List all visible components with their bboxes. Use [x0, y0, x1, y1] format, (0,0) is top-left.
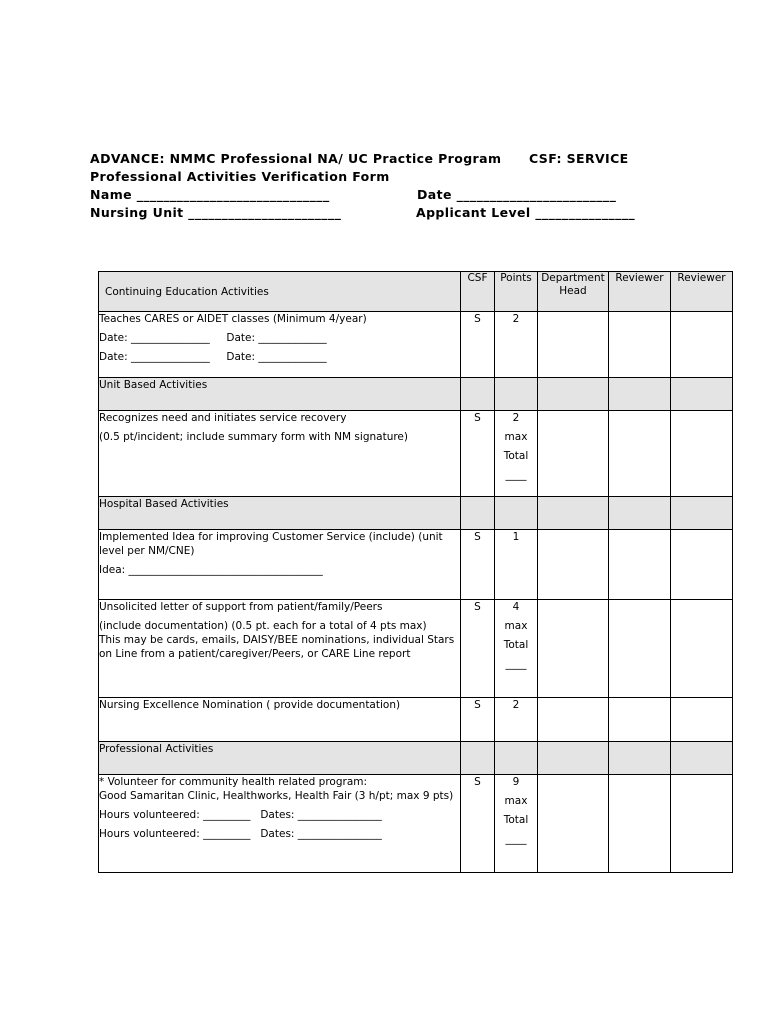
csf-value: S [474, 776, 481, 788]
column-header-department-head: Department Head [538, 272, 609, 312]
points-value: 1 [512, 531, 520, 543]
csf-value: S [474, 699, 481, 711]
section-empty-cell [495, 742, 538, 775]
points-value: ____ [505, 469, 527, 481]
points-value: 2 [512, 699, 520, 711]
header-line-1 [90, 150, 710, 168]
activity-line: Teaches CARES or AIDET classes (Minimum 4/year) [99, 313, 367, 325]
points-cell [495, 530, 538, 600]
points-value: 2 [512, 412, 520, 424]
csf-value: S [474, 313, 481, 325]
activity-row [99, 411, 733, 497]
section-empty-cell [671, 497, 733, 530]
section-empty-cell [538, 742, 609, 775]
form-header [90, 150, 710, 222]
column-header-points: Points [495, 272, 538, 312]
section-empty-cell [671, 742, 733, 775]
activity-line: (0.5 pt/incident; include summary form with NM signature) [99, 431, 408, 443]
points-value: Total [503, 450, 529, 462]
reviewer-1-cell[interactable] [609, 312, 671, 378]
activity-description [99, 775, 461, 873]
section-empty-cell [461, 378, 495, 411]
section-empty-cell [609, 742, 671, 775]
column-header-reviewer-1: Reviewer [609, 272, 671, 312]
points-value: 2 [512, 313, 520, 325]
section-empty-cell [495, 378, 538, 411]
points-value: ____ [505, 833, 527, 845]
section-row [99, 378, 733, 411]
header-line-3 [90, 186, 710, 204]
activity-line: Nursing Excellence Nomination ( provide documentation) [99, 699, 401, 711]
department-head-cell[interactable] [538, 530, 609, 600]
reviewer-2-cell[interactable] [671, 698, 733, 742]
csf-cell [461, 775, 495, 873]
department-head-cell[interactable] [538, 411, 609, 497]
reviewer-1-cell[interactable] [609, 411, 671, 497]
section-empty-cell [609, 497, 671, 530]
program-title: ADVANCE: NMMC Professional NA/ UC Practice Program [90, 151, 502, 166]
date-field[interactable]: Date ________________________ [417, 187, 617, 202]
csf-value: S [474, 412, 481, 424]
activity-line: Unsolicited letter of support from patient/family/Peers [99, 601, 383, 613]
csf-cell [461, 600, 495, 698]
reviewer-2-cell[interactable] [671, 411, 733, 497]
header-line-2 [90, 168, 710, 186]
reviewer-2-cell[interactable] [671, 600, 733, 698]
points-cell [495, 775, 538, 873]
activities-table [98, 271, 733, 873]
applicant-level-field[interactable]: Applicant Level _______________ [416, 205, 636, 220]
points-cell [495, 411, 538, 497]
activity-line: Date: _______________ Date: _____________ [99, 332, 327, 344]
reviewer-1-cell[interactable] [609, 530, 671, 600]
section-row [99, 742, 733, 775]
reviewer-1-cell[interactable] [609, 600, 671, 698]
csf-label: CSF: SERVICE [529, 151, 629, 166]
name-field[interactable]: Name _____________________________ [90, 187, 330, 202]
activity-line: Idea: _____________________________________ [99, 564, 323, 576]
points-value: Total [503, 814, 529, 826]
section-empty-cell [609, 378, 671, 411]
section-row [99, 497, 733, 530]
csf-cell [461, 312, 495, 378]
points-cell [495, 600, 538, 698]
activity-row [99, 698, 733, 742]
section-empty-cell [538, 497, 609, 530]
section-title: Unit Based Activities [99, 378, 461, 411]
csf-value: S [474, 601, 481, 613]
csf-value: S [474, 531, 481, 543]
activity-row [99, 312, 733, 378]
activities-body [99, 312, 733, 873]
activity-line: Hours volunteered: _________ Dates: ________________ [99, 828, 382, 840]
reviewer-1-cell[interactable] [609, 698, 671, 742]
reviewer-2-cell[interactable] [671, 312, 733, 378]
points-value: max [504, 795, 528, 807]
reviewer-2-cell[interactable] [671, 775, 733, 873]
reviewer-1-cell[interactable] [609, 775, 671, 873]
csf-cell [461, 530, 495, 600]
reviewer-2-cell[interactable] [671, 530, 733, 600]
department-head-cell[interactable] [538, 312, 609, 378]
activity-description [99, 312, 461, 378]
activity-description [99, 600, 461, 698]
section-empty-cell [495, 497, 538, 530]
section-empty-cell [671, 378, 733, 411]
section-title: Hospital Based Activities [99, 497, 461, 530]
section-empty-cell [538, 378, 609, 411]
form-title: Professional Activities Verification Form [90, 169, 390, 184]
activity-line: Hours volunteered: _________ Dates: ________________ [99, 809, 382, 821]
department-head-cell[interactable] [538, 775, 609, 873]
header-line-4 [90, 204, 710, 222]
activity-line: Implemented Idea for improving Customer Service (include) (unit level per NM/CNE) [99, 531, 447, 557]
points-cell [495, 698, 538, 742]
csf-cell [461, 698, 495, 742]
column-header-activity: Continuing Education Activities [99, 272, 461, 312]
column-header-csf: CSF [461, 272, 495, 312]
activity-row [99, 530, 733, 600]
column-header-reviewer-2: Reviewer [671, 272, 733, 312]
activity-description [99, 698, 461, 742]
points-value: max [504, 431, 528, 443]
activity-line: Date: _______________ Date: _____________ [99, 351, 327, 363]
points-value: max [504, 620, 528, 632]
department-head-cell[interactable] [538, 600, 609, 698]
activity-row [99, 775, 733, 873]
points-value: ____ [505, 658, 527, 670]
section-empty-cell [461, 742, 495, 775]
section-title: Professional Activities [99, 742, 461, 775]
csf-cell [461, 411, 495, 497]
activity-description [99, 530, 461, 600]
section-empty-cell [461, 497, 495, 530]
points-value: 9 [512, 776, 520, 788]
activity-description [99, 411, 461, 497]
activity-line: Recognizes need and initiates service recovery [99, 412, 347, 424]
points-cell [495, 312, 538, 378]
department-head-cell[interactable] [538, 698, 609, 742]
activity-line: (include documentation) (0.5 pt. each for a total of 4 pts max) This may be cards, emails, DAISY/BEE nominations, individual Stars on Line from a patient/caregiver/Peers, or CARE Line report [99, 620, 455, 660]
activity-row [99, 600, 733, 698]
nursing-unit-field[interactable]: Nursing Unit _______________________ [90, 205, 342, 220]
points-value: 4 [512, 601, 520, 613]
points-value: Total [503, 639, 529, 651]
activity-line: * Volunteer for community health related program: Good Samaritan Clinic, Healthworks, Health Fair (3 h/pt; max 9 pts) [99, 776, 454, 802]
